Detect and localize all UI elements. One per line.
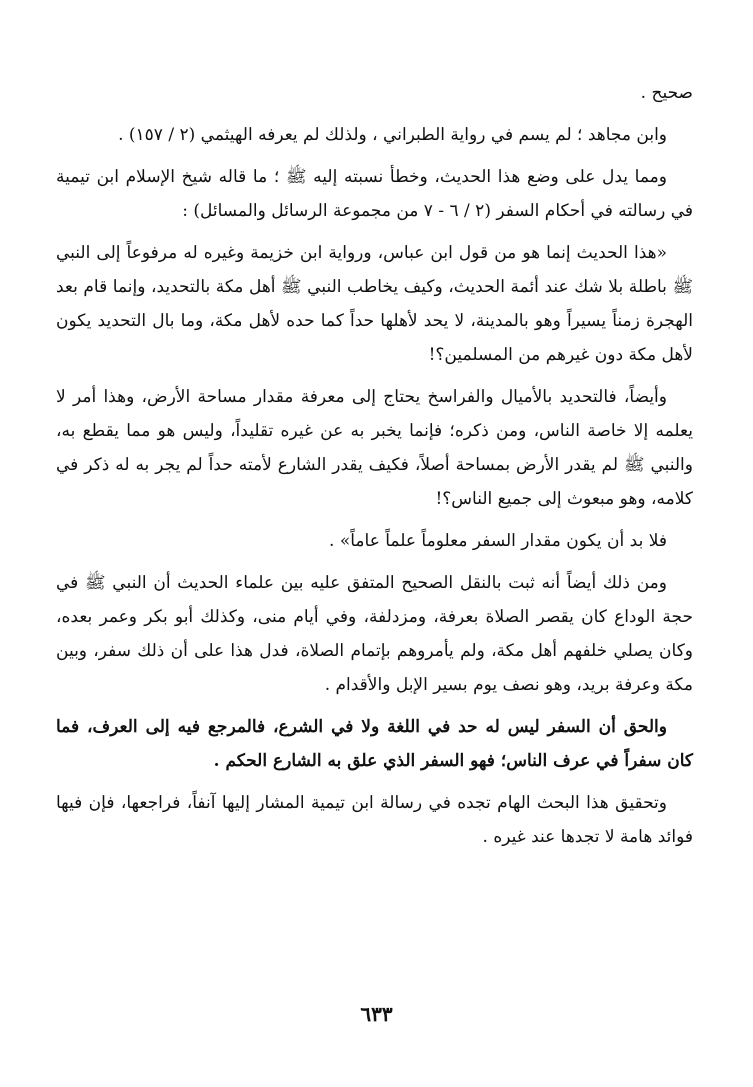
paragraph-ibn-mujahid: وابن مجاهد ؛ لم يسم في رواية الطبراني ، ولذلك لم يعرفه الهيثمي (٢ / ١٥٧) .	[118, 125, 667, 145]
paragraph-farewell-hajj: ومن ذلك أيضاً أنه ثبت بالنقل الصحيح المتفق عليه بين علماء الحديث أن النبي ﷺ في حجة الوداع كان يقصر الصلاة بعرفة، ومزدلفة، وفي أيام منى، وكذلك أبو بكر وعمر بعده، وكان يصلي خلفهم أهل مكة، ولم يأمروهم بإتمام الصلاة، فدل هذا على أن ذلك سفر، وبين مكة وعرفة بريد، وهو نصف يوم بسير الإبل والأقدام .	[56, 573, 693, 695]
paragraph-quote-conclusion: فلا بد أن يكون مقدار السفر معلوماً علماً عاماً» .	[329, 531, 667, 551]
page-body	[56, 76, 693, 862]
paragraph-ruling-bold: والحق أن السفر ليس له حد في اللغة ولا في الشرع، فالمرجع فيه إلى العرف، فما كان سفراً في عرف الناس؛ فهو السفر الذي علق به الشارع الحكم .	[56, 717, 693, 771]
paragraph-sahih: صحيح .	[640, 83, 693, 103]
paragraph-quote-distance: وأيضاً، فالتحديد بالأميال والفراسخ يحتاج إلى معرفة مقدار مساحة الأرض، وهذا أمر لا يعلمه إلا خاصة الناس، ومن ذكره؛ فإنما يخبر به عن غيره تقليداً، وليس هو مما يقطع به، والنبي ﷺ لم يقدر الأرض بمساحة أصلاً، فكيف يقدر الشارع لأمته حداً لم يجر به له ذكر في كلامه، وهو مبعوث إلى جميع الناس؟!	[56, 387, 693, 509]
paragraph-quote-hadith: «هذا الحديث إنما هو من قول ابن عباس، ورواية ابن خزيمة وغيره له مرفوعاً إلى النبي ﷺ باطلة بلا شك عند أئمة الحديث، وكيف يخاطب النبي ﷺ أهل مكة بالتحديد، وإنما قام بعد الهجرة زمناً يسيراً وهو بالمدينة، لا يحد لأهلها حداً كما حده لأهل مكة، وما بال التحديد يكون لأهل مكة دون غيرهم من المسلمين؟!	[56, 243, 693, 365]
paragraph-further-reading: وتحقيق هذا البحث الهام تجده في رسالة ابن تيمية المشار إليها آنفاً، فراجعها، فإن فيها فوائد هامة لا تجدها عند غيره .	[56, 793, 693, 847]
page-number: ٦٣٣	[360, 1002, 393, 1026]
paragraph-ibn-taymiyya-intro: ومما يدل على وضع هذا الحديث، وخطأ نسبته إليه ﷺ ؛ ما قاله شيخ الإسلام ابن تيمية في رسالته في أحكام السفر (٢ / ٦ - ٧ من مجموعة الرسائل والمسائل) :	[56, 167, 693, 221]
